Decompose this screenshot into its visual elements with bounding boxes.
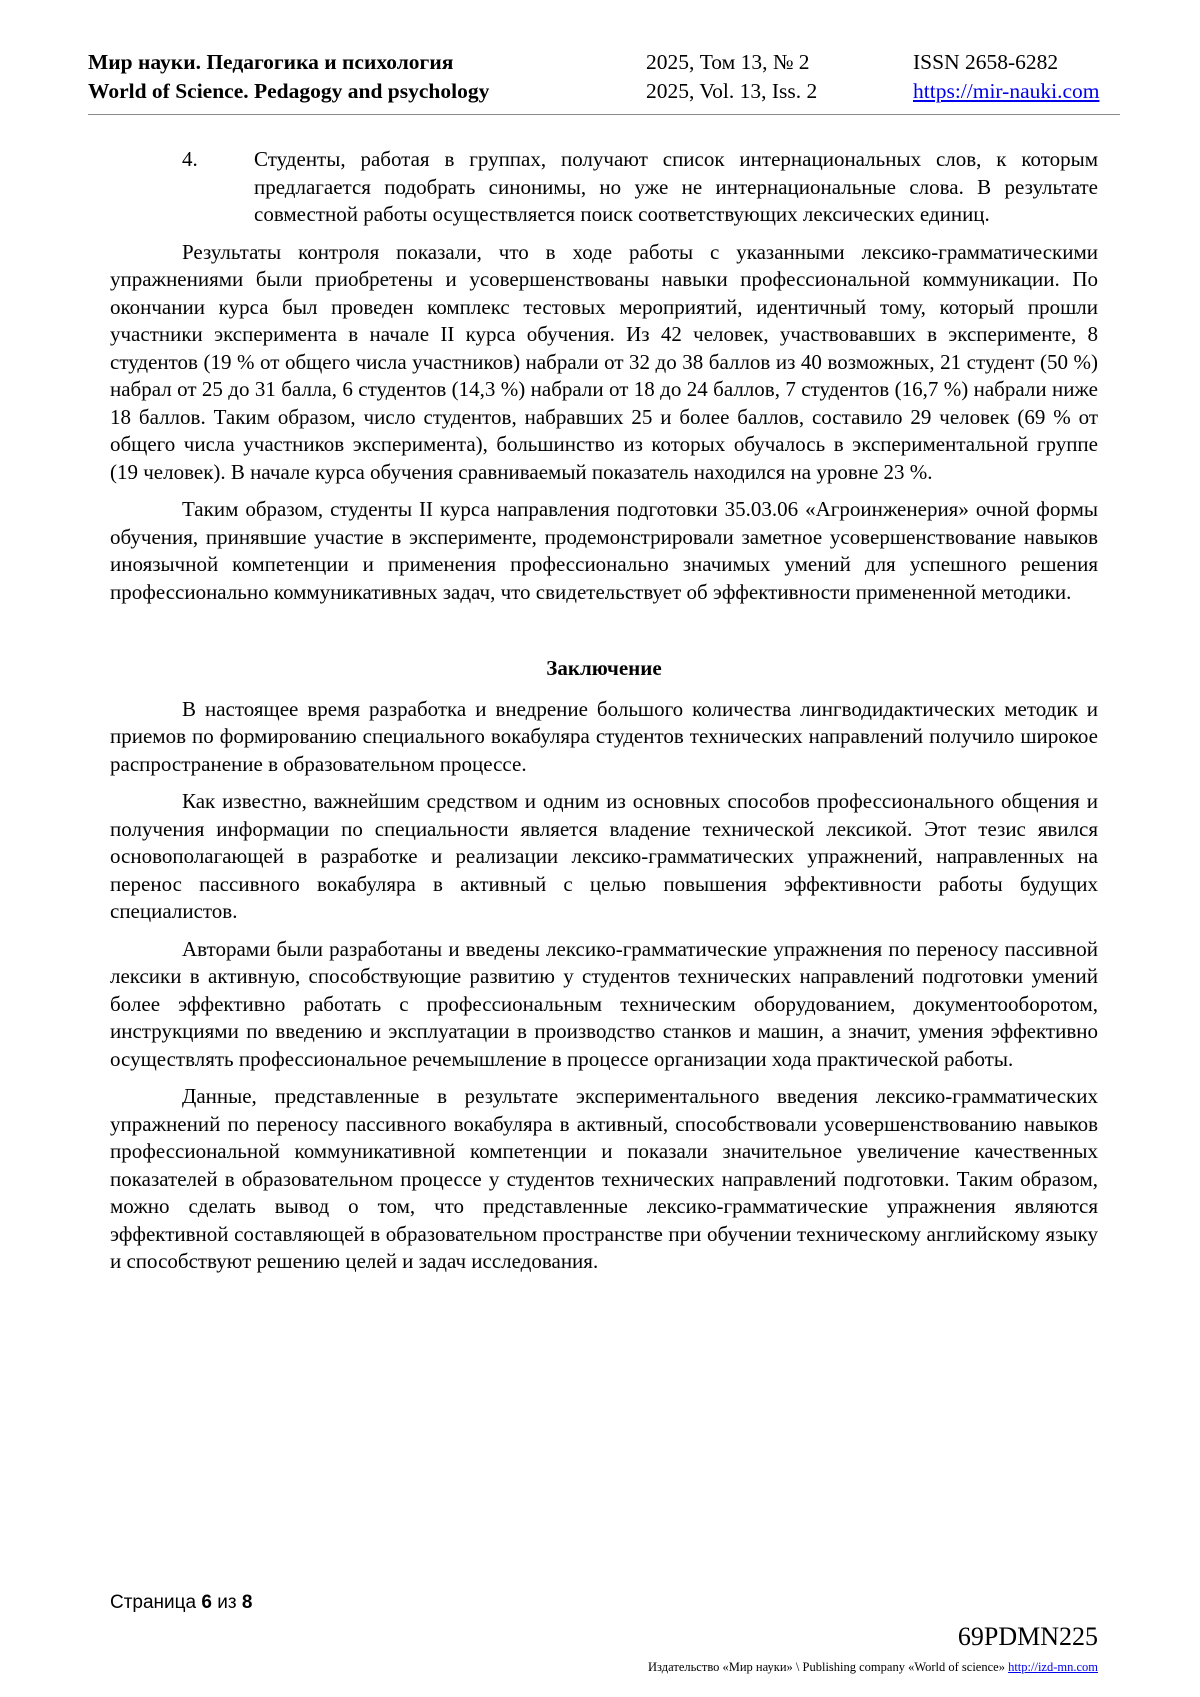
- page-current: 6: [201, 1592, 212, 1613]
- section-heading: Заключение: [546, 656, 662, 680]
- paragraph: Авторами были разработаны и введены лексико-грамматические упражнения по переносу пассивной лексики в активную, способствующие развитию у студентов технических направлений подготовки умений более эффективно работать с профессиональным техническим оборудованием, документооборотом, инструкциями по введению и эксплуатации в производство станков и машин, а значит, умения эффективно осуществлять профессиональное речемышление в процессе организации хода практической работы.: [110, 936, 1098, 1071]
- page-number: [110, 1592, 252, 1614]
- page-total: 8: [241, 1592, 253, 1613]
- paragraph: Как известно, важнейшим средством и одним из основных способов профессионального общения и получения информации по специальности является владение технической лексикой. Этот тезис явился основополагающей в разработке и реализации лексико-грамматических упражнений, направленных на перенос пассивного вокабуляра в активный с целью повышения эффективности работы будущих специалистов.: [110, 789, 1098, 923]
- journal-website-link[interactable]: https://mir-nauki.com: [913, 79, 1100, 103]
- issn: ISSN 2658-6282: [913, 50, 1059, 74]
- list-item: [110, 146, 1098, 229]
- page-of: из: [217, 1592, 237, 1613]
- publisher-line: [648, 1660, 1098, 1675]
- page-label: Страница: [110, 1592, 197, 1613]
- journal-title-ru: Мир науки. Педагогика и психология: [88, 50, 454, 74]
- issn-block: [913, 48, 1099, 106]
- paragraph: Результаты контроля показали, что в ходе работы с указанными лексико-грамматическими упражнениями были приобретены и усовершенствованы навыки профессиональной коммуникации. По окончании курса был проведен комплекс тестовых мероприятий, идентичный тому, который прошли участники эксперимента в начале II курса обучения. Из 42 человек, участвовавших в эксперименте, 8 студентов (19 % от общего числа участников) набрали от 32 до 38 баллов из 40 возможных, 21 студент (50 %) набрал от 25 до 31 балла, 6 студентов (14,3 %) набрали от 18 до 24 баллов, 7 студентов (16,7 %) набрали ниже 18 баллов. Таким образом, число студентов, набравших 25 и более баллов, составило 29 человек (69 % от общего числа участников эксперимента), большинство из которых обучалось в экспериментальной группе (19 человек). В начале курса обучения сравниваемый показатель находился на уровне 23 %.: [110, 239, 1098, 484]
- paragraph: В настоящее время разработка и внедрение большого количества лингводидактических методик и приемов по формированию специального вокабуляра студентов технических направлений получило широкое распространение в образовательном процессе.: [110, 696, 1098, 776]
- volume-block: [646, 48, 817, 106]
- article-code: 69PDMN225: [957, 1622, 1098, 1651]
- page-header: [88, 48, 1120, 115]
- publisher-name: Издательство «Мир науки» \ Publishing company «World of science»: [648, 1660, 1005, 1674]
- journal-title-en: World of Science. Pedagogy and psychology: [88, 79, 490, 103]
- paragraph: Таким образом, студенты II курса направления подготовки 35.03.06 «Агроинженерия» очной формы обучения, принявшие участие в эксперименте, продемонстрировали заметное усовершенствование навыков иноязычной компетенции и применения профессионально значимых умений для успешного решения профессионально коммуникативных задач, что свидетельствует об эффективности примененной методики.: [110, 497, 1098, 604]
- article-body: [110, 146, 1098, 1286]
- list-item-text: Студенты, работая в группах, получают список интернациональных слов, к которым предлагается подобрать синонимы, но уже не интернациональные слова. В результате совместной работы осуществляется поиск соответствующих лексических единиц.: [254, 147, 1098, 226]
- volume-en: 2025, Vol. 13, Iss. 2: [646, 79, 818, 103]
- journal-title-block: [88, 48, 489, 106]
- list-item-number: 4.: [182, 147, 198, 171]
- publisher-link[interactable]: http://izd-mn.com: [1008, 1660, 1098, 1674]
- volume-ru: 2025, Том 13, № 2: [646, 50, 810, 74]
- paragraph: Данные, представленные в результате экспериментального введения лексико-грамматических упражнений по переносу пассивного вокабуляра в активный, способствовали усовершенствованию навыков профессиональной коммуникативной компетенции и показали значительное увеличение качественных показателей в образовательном процессе у студентов технических направлений подготовки. Таким образом, можно сделать вывод о том, что представленные лексико-грамматические упражнения являются эффективной составляющей в образовательном пространстве при обучении техническому английскому языку и способствуют решению целей и задач исследования.: [110, 1084, 1098, 1273]
